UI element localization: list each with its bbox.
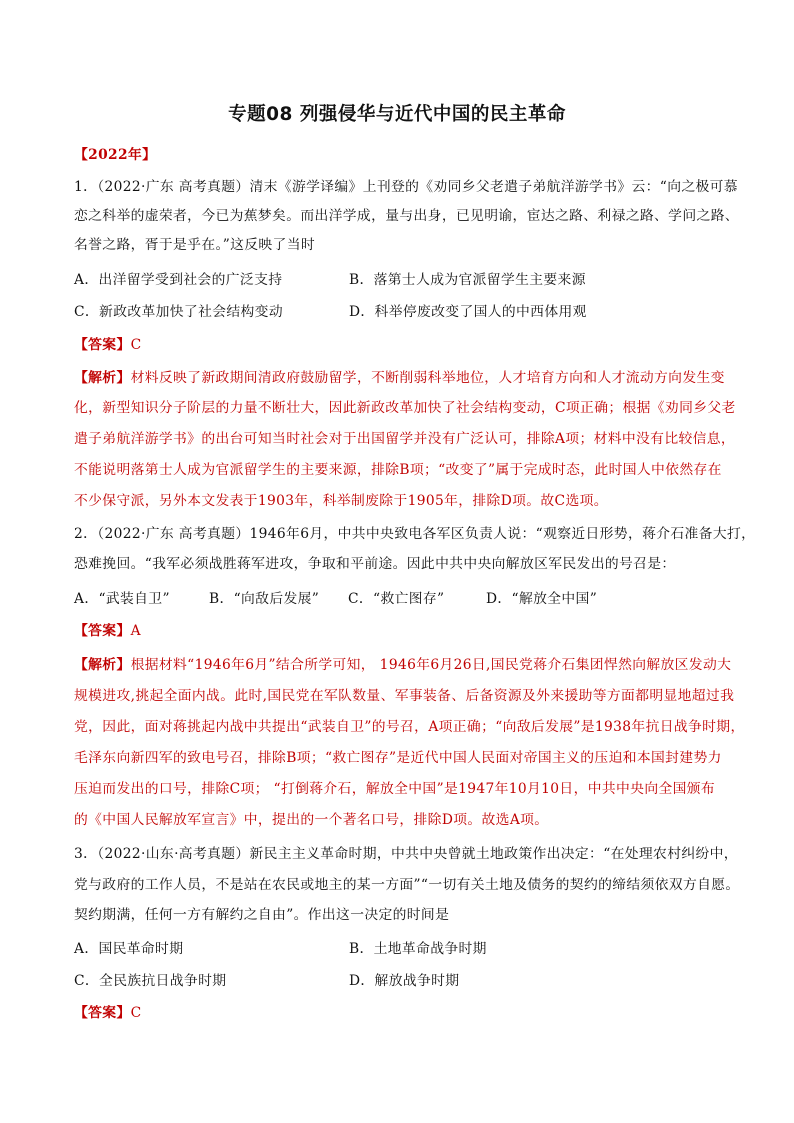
q1-option-b: B．落第士人成为官派留学生主要来源 [349,272,586,288]
q1-analysis-line-2: 化，新型知识分子阶层的力量不断壮大，因此新政改革加快了社会结构变动，C项正确；根据《劝同乡父老 [74,400,736,416]
answer-tag: 【答案】 [74,623,131,639]
q2-stem-line-1: 2．（2022·广东 高考真题）1946年6月，中共中央致电各军区负责人说：“观察近日形势，蒋介石准备大打， [74,526,756,542]
q3-stem-line-2: 党与政府的工作人员，不是站在农民或地主的某一方面”“一切有关土地及债务的契约的缔结须依双方自愿。 [74,877,740,893]
q1-option-c: C．新政改革加快了社会结构变动 [74,304,283,320]
q2-analysis-line-2: 规模进攻,挑起全面内战。此时,国民党在军队数量、军事装备、后备资源及外来援助等方面都明显地超过我 [74,688,735,704]
q2-analysis-line-3: 党，因此，面对蒋挑起内战中共提出“武装自卫”的号召，A项正确；“向敌后发展”是1938年抗日战争时期， [74,719,745,735]
q3-answer-value: C [130,1005,142,1021]
q2-option-a: A．“武装自卫” [74,591,170,607]
answer-tag: 【答案】 [74,1005,131,1021]
analysis-tag: 【解析】 [74,657,131,673]
q2-answer [74,621,734,641]
section-heading: 【2022年】 [74,147,157,163]
q1-option-a: A．出洋留学受到社会的广泛支持 [74,272,283,288]
q3-option-d: D．解放战争时期 [349,973,460,989]
q3-stem-line-1: 3．（2022·山东·高考真题）新民主主义革命时期，中共中央曾就土地政策作出决定：“在处理农村纠纷中， [74,846,738,862]
q1-analysis-text-1: 材料反映了新政期间清政府鼓励留学，不断削弱科举地位，人才培育方向和人才流动方向发生变 [130,370,725,386]
q2-answer-value: A [130,623,141,639]
q1-answer [74,335,734,355]
answer-tag: 【答案】 [74,337,131,353]
q1-analysis-line-4: 不能说明落第士人成为官派留学生的主要来源，排除B项；“改变了”属于完成时态，此时国人中依然存在 [74,462,722,478]
q2-analysis-line-5: 压迫而发出的口号，排除C项； “打倒蒋介石，解放全中国”是1947年10月10日，中共中央向全国颁布 [74,781,716,797]
q1-stem-line-3: 名誉之路，胥于是乎在。”这反映了当时 [74,237,315,253]
q2-analysis-line-1 [74,655,734,675]
q2-option-d: D．“解放全中国” [486,591,598,607]
page-title: 专题08 列强侵华与近代中国的民主革命 [228,104,566,125]
analysis-tag: 【解析】 [74,370,131,386]
q3-answer [74,1003,734,1023]
q2-analysis-line-6: 的《中国人民解放军宣言》中，提出的一个著名口号，排除D项。故选A项。 [74,812,549,828]
q1-analysis-line-1 [74,368,734,388]
q1-stem-line-2: 恋之科举的虚荣者，今已为蕉梦矣。而出洋学成，量与出身，已见明谕，宦达之路、利禄之路、学问之路、 [74,208,739,224]
q1-stem-line-1: 1．（2022·广东 高考真题）清末《游学译编》上刊登的《劝同乡父老遣子弟航洋游学书》云：“向之极可慕 [74,179,738,195]
q3-stem-line-3: 契约期满，任何一方有解约之自由”。作出这一决定的时间是 [74,907,450,923]
q2-stem-line-2: 恐难挽回。“我军必须战胜蒋军进攻，争取和平前途。因此中共中央向解放区军民发出的号召是： [74,556,676,572]
q2-analysis-line-4: 毛泽东向新四军的致电号召，排除B项；“救亡图存”是近代中国人民面对帝国主义的压迫和本国封建势力 [74,750,722,766]
q1-answer-value: C [130,337,142,353]
q2-option-b: B．“向敌后发展” [209,591,320,607]
q2-analysis-text-1: 根据材料“1946年6月”结合所学可知， 1946年6月26日,国民党蒋介石集团悍然向解放区发动大 [130,657,732,673]
q3-option-c: C．全民族抗日战争时期 [74,973,227,989]
q1-analysis-line-5: 不少保守派，另外本文发表于1903年，科举制废除于1905年，排除D项。故C选项。 [74,493,608,509]
q1-option-d: D．科举停废改变了国人的中西体用观 [349,304,587,320]
q2-option-c: C．“救亡图存” [348,591,445,607]
q3-option-a: A．国民革命时期 [74,941,184,957]
q1-analysis-line-3: 遣子弟航洋游学书》的出台可知当时社会对于出国留学并没有广泛认可，排除A项；材料中没有比较信息， [74,431,736,447]
q3-option-b: B．土地革命战争时期 [349,941,487,957]
